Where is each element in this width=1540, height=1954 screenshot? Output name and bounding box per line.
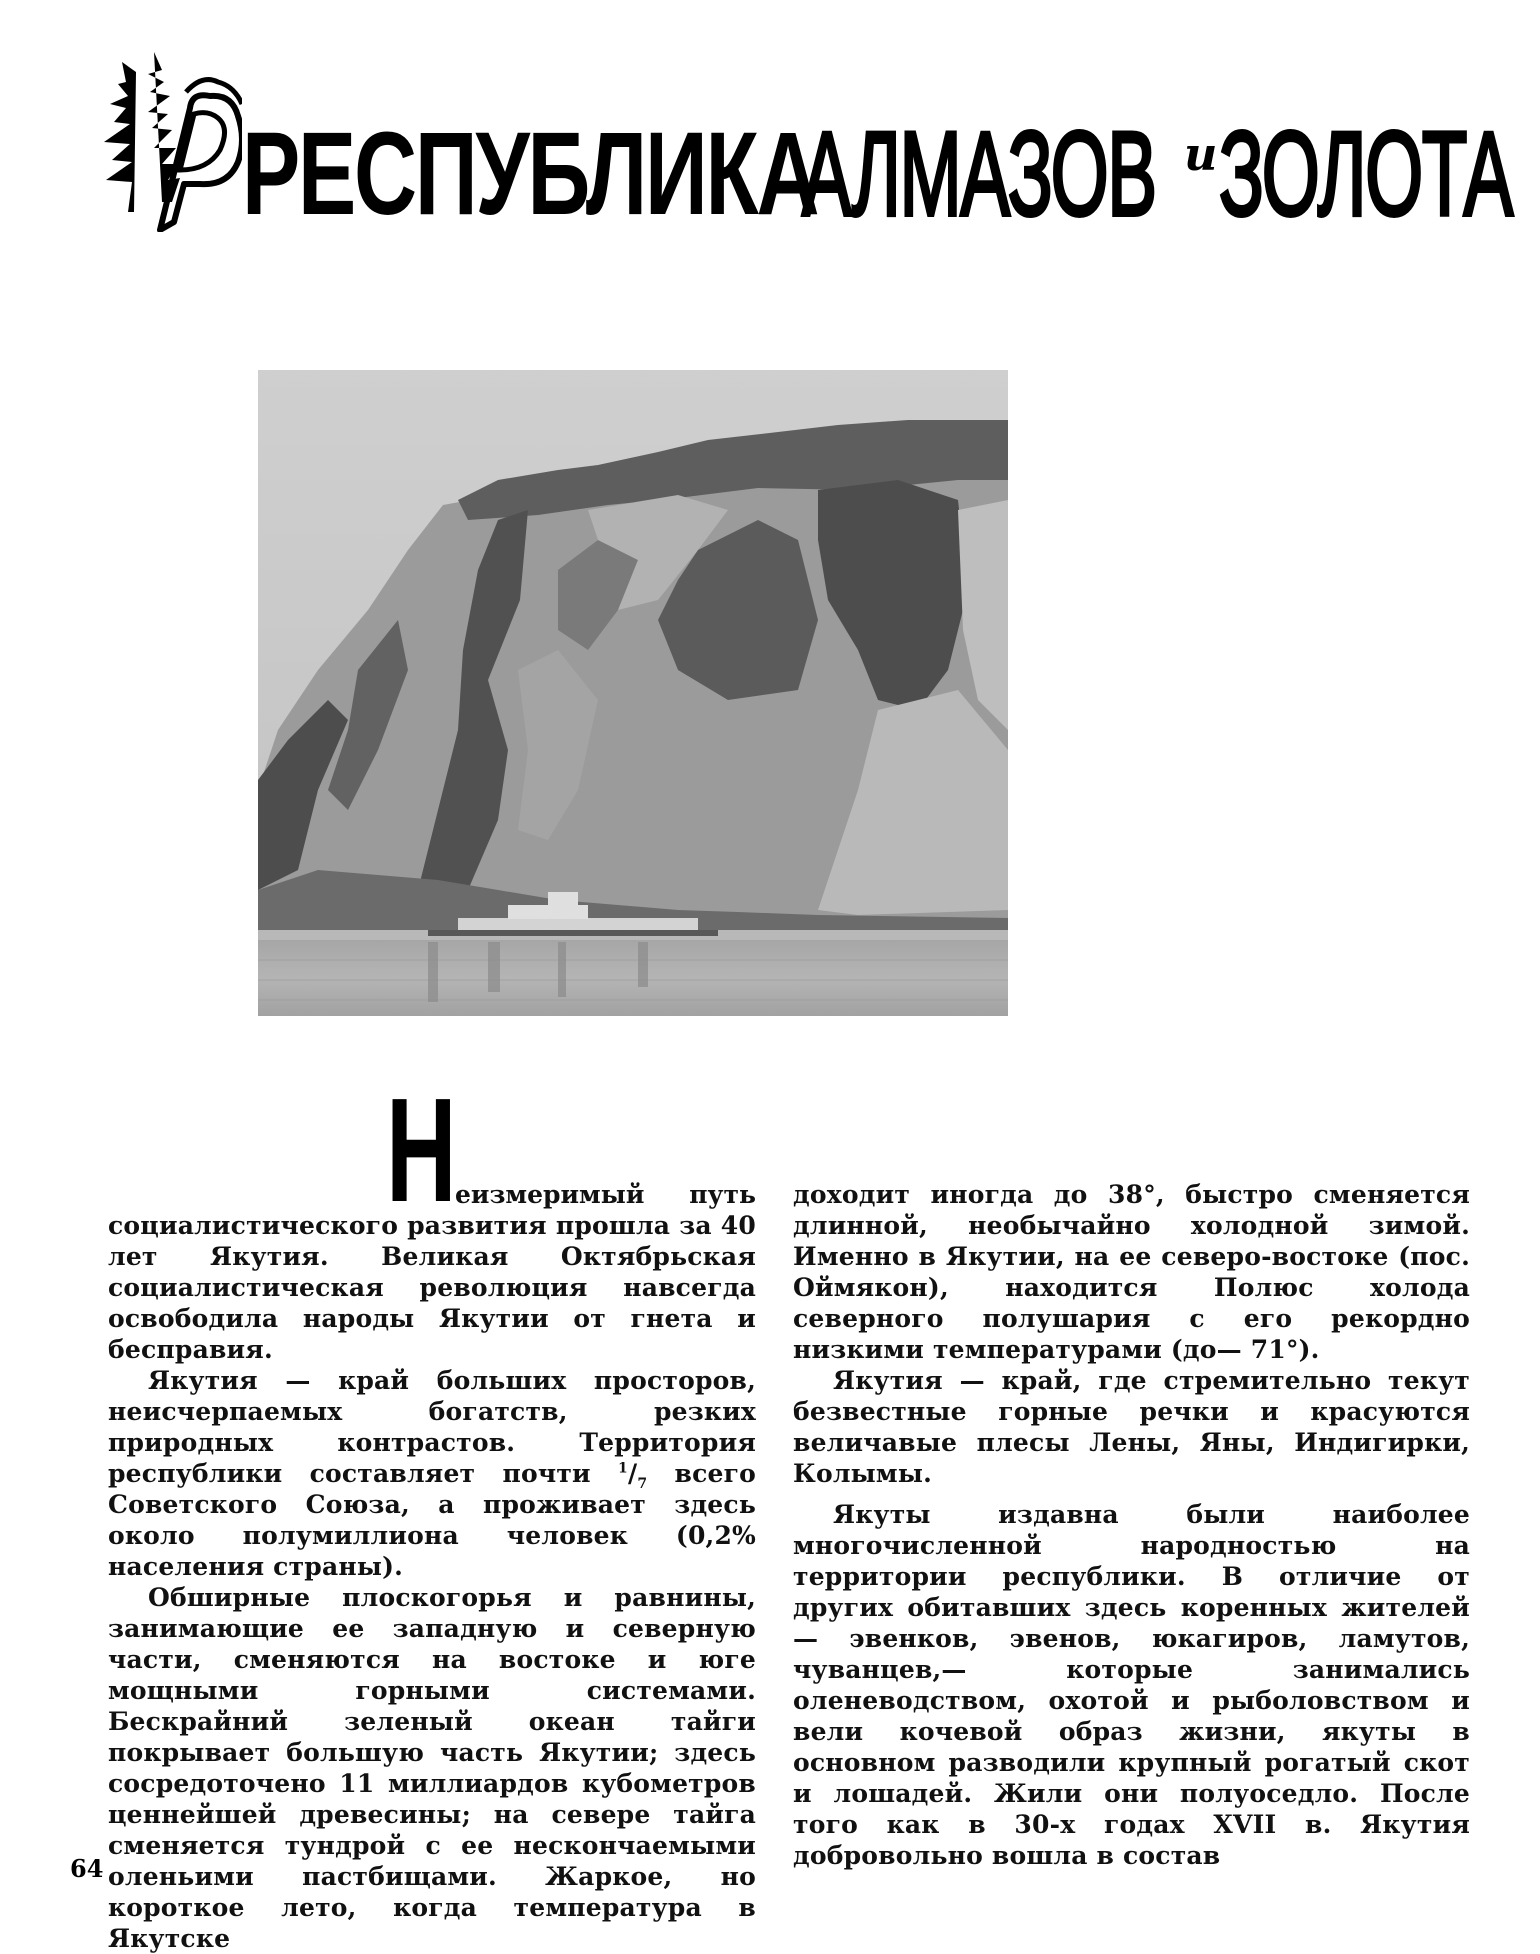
- drop-cap-letter: Н: [386, 1068, 457, 1233]
- article-column-left: [108, 1179, 756, 1954]
- article-column-right: [793, 1179, 1470, 1871]
- paragraph: Якуты издавна были наиболее многочисленной народностью на территории республики. В отличие от других обитавших здесь коренных жителей — эвенков, эвенов, юкагиров, ламутов, чуванцев,— которые занимались оленеводством, охотой и рыболовством и вели кочевой образ жизни, якуты в основном разводили крупный рогатый скот и лошадей. Жили они полуоседло. После того как в 30-х годах XVII в. Якутия добровольно вошла в состав: [793, 1500, 1470, 1870]
- fraction-numerator: 1: [618, 1460, 628, 1477]
- title-word-gold: ЗОЛОТА: [1219, 107, 1513, 241]
- title-word-diamonds: АЛМАЗОВ: [802, 107, 1156, 241]
- river-cliff-photo: [258, 370, 1008, 1016]
- pine-trees-ornament-icon: [92, 52, 242, 232]
- first-line-word: еизмеримый: [455, 1180, 645, 1209]
- article-title: [92, 52, 1513, 241]
- paragraph: доходит иногда до 38°, быстро сменяется длинной, необычайно холодной зимой. Именно в Якутии, на ее северо-востоке (пос. Оймякон), находится Полюс холода северного полушария с его рекордно низкими температурами (до— 71°).: [793, 1180, 1470, 1364]
- paragraph-text: всего Советского Союза, а проживает здесь около полумиллиона человек (0,2% населения страны).: [108, 1459, 756, 1581]
- paragraph: Якутия — край, где стремительно текут безвестные горные речки и красуются величавые плесы Лены, Яны, Индигирки, Колымы.: [793, 1366, 1470, 1488]
- fraction-denominator: 7: [637, 1476, 648, 1492]
- title-conjunction: и: [1184, 127, 1218, 181]
- paragraph-text: Якутия — край больших просторов, неисчерпаемых богатств, резких природных контрастов. Территория республики составляет почти: [108, 1366, 756, 1488]
- paragraph: Обширные плоскогорья и равнины, занимающие ее западную и северную части, сменяются на востоке и юге мощными горными системами. Бескрайний зеленый океан тайги покрывает большую часть Якутии; здесь сосредоточено 11 миллиардов кубометров ценнейшей древесины; на севере тайга сменяется тундрой с ее нескончаемыми оленьими пастбищами. Жаркое, но короткое лето, когда температура в Якутске: [108, 1583, 756, 1953]
- paragraph: Якутия — край больших просторов, неисчерпаемых богатств, резких природных контрастов. Территория республики составляет почти $^1/_7$ всего Советского Союза, а проживает здесь около полумиллиона человек (0,2% населения страны).: [108, 1366, 756, 1581]
- photo-illustration: [258, 370, 1008, 1016]
- paragraph: социалистического развития прошла за 40 лет Якутия. Великая Октябрьская социалистическая революция навсегда освободила народы Якутии от гнета и бесправия.: [108, 1211, 756, 1364]
- page-number: 64: [70, 1854, 104, 1883]
- title-text: [242, 107, 1540, 241]
- title-word-republic: РЕСПУБЛИКА: [242, 108, 818, 240]
- first-line-word: путь: [689, 1180, 756, 1209]
